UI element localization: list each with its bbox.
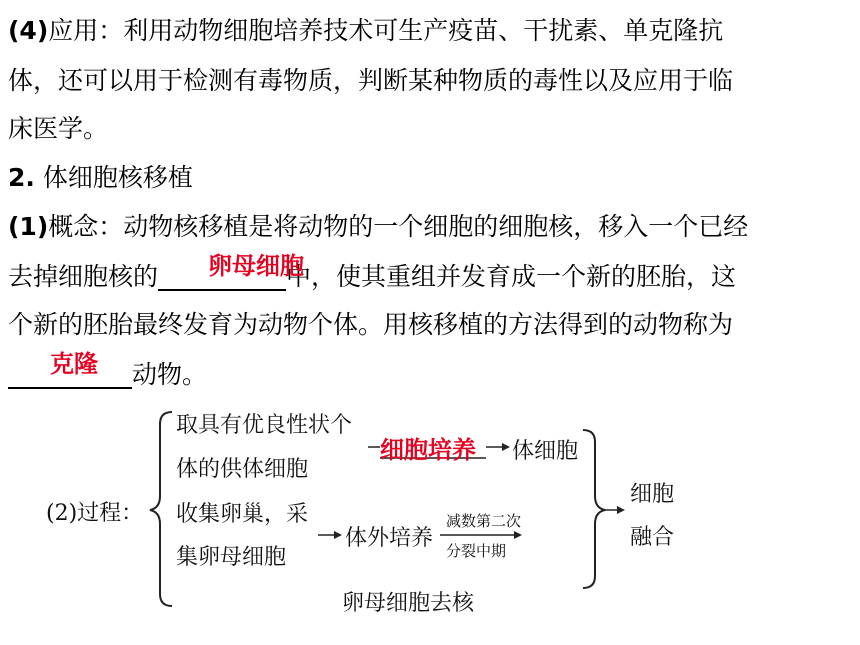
section-number: 2. <box>8 163 35 192</box>
blank-2-answer: 克隆 <box>50 350 98 378</box>
fusion-line-2: 融合 <box>630 525 675 550</box>
para4-line3: 床医学。 <box>8 114 109 143</box>
para4-text-1: 应用：利用动物细胞培养技术可生产疫苗、干扰素、单克隆抗 <box>48 16 724 45</box>
meiosis-condition-bottom: 分裂中期 <box>446 542 507 560</box>
blank-1-answer: 卵母细胞 <box>208 252 304 280</box>
left-brace <box>150 412 172 606</box>
process-label: (2)过程： <box>46 501 144 526</box>
para1-line2-after: 中，使其重组并发育成一个新的胚胎，这 <box>286 262 737 291</box>
para1-line3: 个新的胚胎最终发育为动物个体。用核移植的方法得到的动物称为 <box>8 310 734 339</box>
right-brace <box>583 430 605 588</box>
fusion-line-1: 细胞 <box>630 482 675 507</box>
donor-line-1: 取具有优良性状个 <box>176 413 353 438</box>
meiosis-condition-top: 减数第二次 <box>446 512 522 530</box>
para1-marker: (1) <box>8 212 49 241</box>
para1-text-1: 概念：动物核移植是将动物的一个细胞的细胞核，移入一个已经 <box>48 212 749 241</box>
culture-step-answer: 细胞培养 <box>380 436 476 464</box>
para4-line2: 体，还可以用于检测有毒物质，判断某种物质的毒性以及应用于临 <box>8 66 734 95</box>
in-vitro-culture-label: 体外培养 <box>345 526 434 551</box>
donor-line-2: 体的供体细胞 <box>176 457 309 482</box>
para4-marker: (4) <box>8 16 49 45</box>
para1-line4-after: 动物。 <box>132 360 208 389</box>
para1-line2-before: 去掉细胞核的 <box>8 262 159 291</box>
egg-line-2: 集卵母细胞 <box>176 545 287 570</box>
egg-line-1: 收集卵巢，采 <box>176 502 309 527</box>
somatic-cell-label: 体细胞 <box>512 439 579 464</box>
section-title: 体细胞核移植 <box>34 163 193 192</box>
enucleated-egg-label: 卵母细胞去核 <box>342 591 475 616</box>
